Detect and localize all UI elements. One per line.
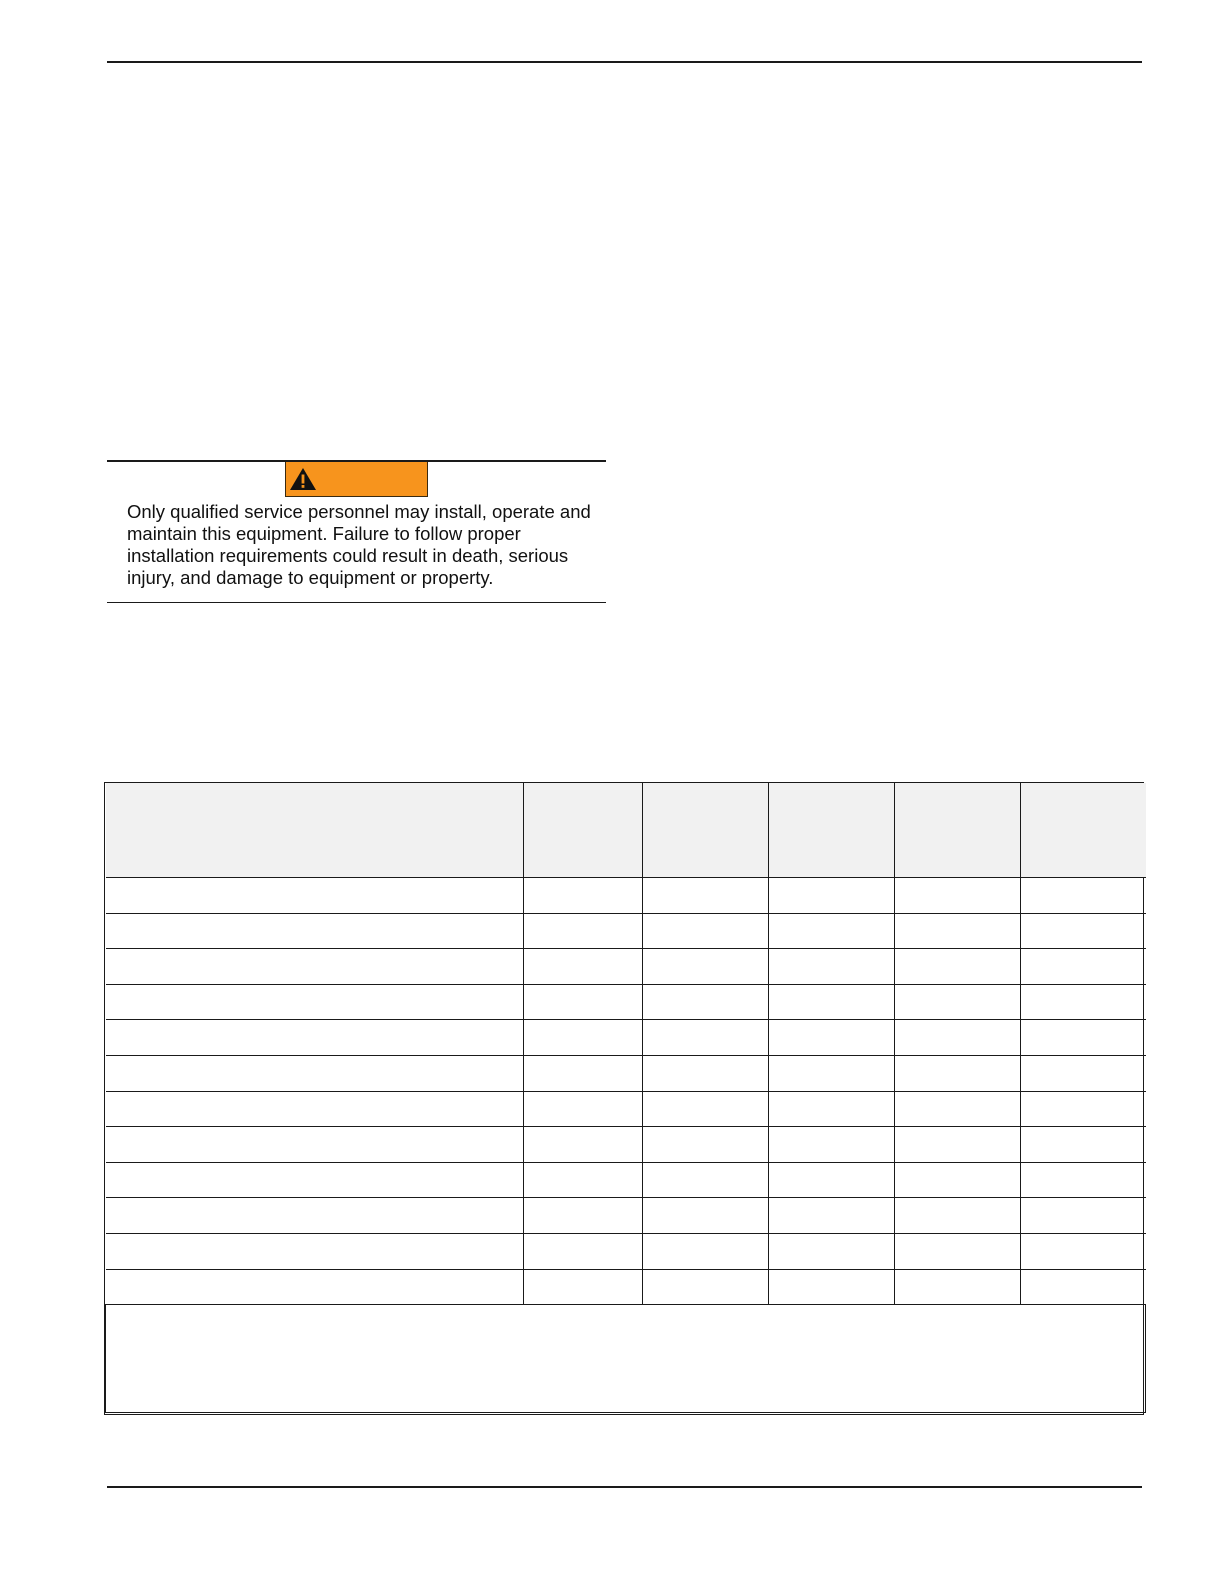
table-cell — [769, 1162, 895, 1198]
table-cell — [769, 1127, 895, 1163]
table-cell — [643, 1198, 769, 1234]
table-cell — [1021, 1127, 1146, 1163]
table-row — [106, 1198, 1146, 1234]
table-cell — [106, 913, 524, 949]
table-cell — [895, 984, 1021, 1020]
table-header-cell — [643, 783, 769, 878]
table-cell — [769, 1055, 895, 1091]
table-cell — [106, 878, 524, 914]
table-cell — [769, 984, 895, 1020]
table-footnote — [106, 1305, 1146, 1413]
table-cell — [769, 1198, 895, 1234]
table-cell — [643, 913, 769, 949]
table-row — [106, 1020, 1146, 1056]
table-cell — [895, 1233, 1021, 1269]
table-row — [106, 878, 1146, 914]
table-row — [106, 1055, 1146, 1091]
specification-table — [104, 782, 1144, 1415]
table-cell — [769, 1091, 895, 1127]
table-cell — [524, 949, 643, 985]
table-header-cell — [895, 783, 1021, 878]
table-header-cell — [1021, 783, 1146, 878]
warning-banner — [285, 462, 428, 497]
table-cell — [895, 1020, 1021, 1056]
table-cell — [524, 1269, 643, 1305]
table-cell — [106, 1091, 524, 1127]
header-rule — [107, 61, 1142, 63]
table-cell — [524, 1233, 643, 1269]
table-cell — [106, 1269, 524, 1305]
table-header-cell — [524, 783, 643, 878]
table-cell — [643, 1269, 769, 1305]
table-cell — [1021, 1233, 1146, 1269]
table-header-cell — [106, 783, 524, 878]
table-cell — [769, 1269, 895, 1305]
table-cell — [1021, 1269, 1146, 1305]
table-cell — [524, 1127, 643, 1163]
table-row — [106, 913, 1146, 949]
table-header-cell — [769, 783, 895, 878]
table-cell — [1021, 1091, 1146, 1127]
table-cell — [769, 949, 895, 985]
table-cell — [895, 1269, 1021, 1305]
table-cell — [1021, 878, 1146, 914]
table-cell — [106, 1127, 524, 1163]
table-cell — [1021, 1198, 1146, 1234]
table-cell — [1021, 1055, 1146, 1091]
table-cell — [895, 1162, 1021, 1198]
table-row — [106, 1127, 1146, 1163]
table-cell — [524, 913, 643, 949]
table-cell — [895, 1198, 1021, 1234]
table-cell — [524, 1055, 643, 1091]
table-cell — [895, 913, 1021, 949]
table-cell — [106, 1198, 524, 1234]
warning-text: Only qualified service personnel may install, operate and maintain this equipment. Failure to follow proper installation requirements could result in death, serious injury, and damage to equipment or property. — [127, 501, 591, 588]
table-cell — [524, 878, 643, 914]
table-cell — [643, 1233, 769, 1269]
warning-notice — [107, 460, 606, 603]
table-cell — [106, 984, 524, 1020]
table-cell — [769, 913, 895, 949]
table-cell — [895, 1127, 1021, 1163]
table-cell — [895, 878, 1021, 914]
table-cell — [643, 1127, 769, 1163]
table-cell — [895, 1091, 1021, 1127]
table-cell — [524, 984, 643, 1020]
table-cell — [524, 1198, 643, 1234]
table-cell — [895, 949, 1021, 985]
table-row — [106, 984, 1146, 1020]
table-cell — [106, 1233, 524, 1269]
table-cell — [1021, 949, 1146, 985]
table-cell — [643, 1162, 769, 1198]
table-cell — [769, 1020, 895, 1056]
table-row — [106, 1091, 1146, 1127]
table-cell — [895, 1055, 1021, 1091]
table-cell — [524, 1091, 643, 1127]
table-cell — [769, 878, 895, 914]
table-cell — [106, 1020, 524, 1056]
table-cell — [524, 1020, 643, 1056]
table-cell — [769, 1233, 895, 1269]
warning-triangle-icon — [289, 467, 317, 491]
table-cell — [643, 1020, 769, 1056]
table-cell — [106, 1055, 524, 1091]
table-cell — [524, 1162, 643, 1198]
table-cell — [643, 984, 769, 1020]
footer-rule — [107, 1486, 1142, 1488]
table-cell — [106, 1162, 524, 1198]
table-row — [106, 1233, 1146, 1269]
table-cell — [1021, 984, 1146, 1020]
table-header-row — [106, 783, 1146, 878]
table-cell — [643, 1091, 769, 1127]
table-cell — [1021, 1162, 1146, 1198]
table-cell — [1021, 1020, 1146, 1056]
table-row — [106, 1269, 1146, 1305]
table-cell — [643, 878, 769, 914]
table-cell — [106, 949, 524, 985]
table-cell — [643, 949, 769, 985]
table-row — [106, 949, 1146, 985]
table-row — [106, 1162, 1146, 1198]
table-cell — [643, 1055, 769, 1091]
table-cell — [1021, 913, 1146, 949]
